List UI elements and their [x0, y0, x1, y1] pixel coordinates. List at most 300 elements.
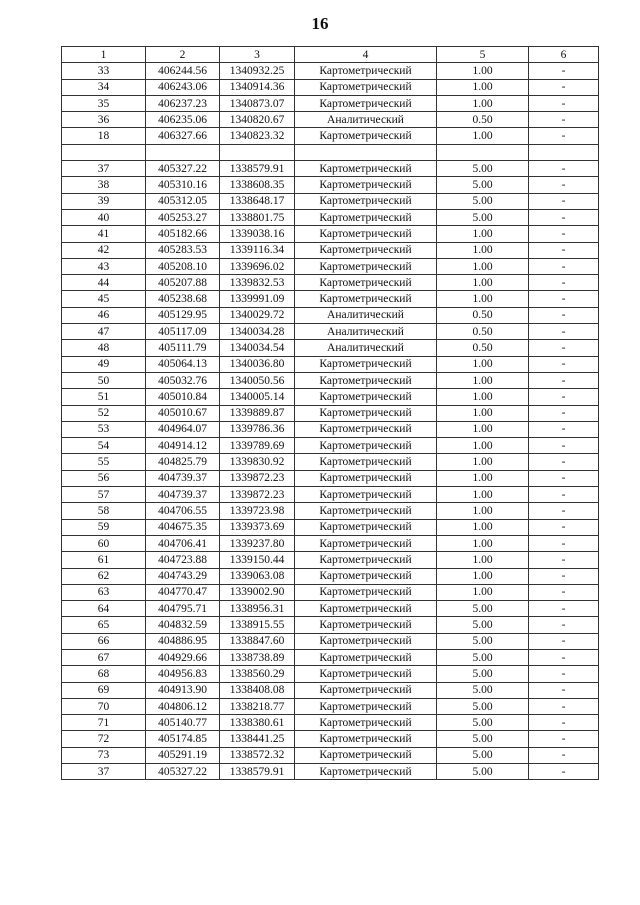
table-row: [62, 503, 599, 519]
cell-description: -: [529, 747, 599, 763]
cell-accuracy: 1.00: [437, 405, 529, 421]
cell-description: -: [529, 552, 599, 568]
cell-description: -: [529, 324, 599, 340]
cell-description: -: [529, 177, 599, 193]
cell-accuracy: 5.00: [437, 209, 529, 225]
table-row: [62, 487, 599, 503]
cell-method: Картометрический: [295, 715, 437, 731]
cell-description: -: [529, 698, 599, 714]
cell-x-coordinate: 404739.37: [146, 487, 220, 503]
cell-description: -: [529, 682, 599, 698]
cell-y-coordinate: 1338915.55: [220, 617, 295, 633]
cell-method: Картометрический: [295, 63, 437, 79]
cell-method: Картометрический: [295, 389, 437, 405]
table-row: [62, 95, 599, 111]
cell-x-coordinate: 405064.13: [146, 356, 220, 372]
table-row: [62, 568, 599, 584]
cell-description: -: [529, 307, 599, 323]
cell-accuracy: 5.00: [437, 617, 529, 633]
table-row: [62, 731, 599, 747]
cell-method: Аналитический: [295, 324, 437, 340]
cell-point-number: 54: [62, 438, 146, 454]
cell-point-number: 50: [62, 372, 146, 388]
cell-description: -: [529, 666, 599, 682]
cell-point-number: 63: [62, 584, 146, 600]
cell-point-number: 34: [62, 79, 146, 95]
cell-method: Картометрический: [295, 372, 437, 388]
cell-x-coordinate: 404964.07: [146, 421, 220, 437]
cell-description: -: [529, 535, 599, 551]
cell-method: Картометрический: [295, 177, 437, 193]
cell-description: -: [529, 503, 599, 519]
cell-x-coordinate: 405111.79: [146, 340, 220, 356]
cell-accuracy: 1.00: [437, 503, 529, 519]
cell-method: Картометрический: [295, 79, 437, 95]
cell-description: -: [529, 242, 599, 258]
cell-x-coordinate: 405327.22: [146, 161, 220, 177]
cell-description: -: [529, 584, 599, 600]
table-row: [62, 193, 599, 209]
table-row: [62, 454, 599, 470]
cell-y-coordinate: 1338380.61: [220, 715, 295, 731]
cell-x-coordinate: 404806.12: [146, 698, 220, 714]
cell-method: Картометрический: [295, 617, 437, 633]
cell-y-coordinate: 1339832.53: [220, 275, 295, 291]
cell-y-coordinate: 1340050.56: [220, 372, 295, 388]
cell-x-coordinate: 404825.79: [146, 454, 220, 470]
cell-description: -: [529, 128, 599, 144]
cell-accuracy: 5.00: [437, 698, 529, 714]
table-row: [62, 79, 599, 95]
table-row: [62, 666, 599, 682]
cell-y-coordinate: 1338218.77: [220, 698, 295, 714]
cell-method: Аналитический: [295, 307, 437, 323]
page-number: 16: [311, 14, 329, 33]
cell-accuracy: 1.00: [437, 535, 529, 551]
table-row: [62, 421, 599, 437]
cell-method: Картометрический: [295, 764, 437, 780]
cell-y-coordinate: 1339063.08: [220, 568, 295, 584]
cell-accuracy: 0.50: [437, 112, 529, 128]
cell-description: -: [529, 715, 599, 731]
cell-x-coordinate: 405140.77: [146, 715, 220, 731]
cell-x-coordinate: 404706.55: [146, 503, 220, 519]
cell-accuracy: 5.00: [437, 747, 529, 763]
cell-point-number: 58: [62, 503, 146, 519]
cell-accuracy: 5.00: [437, 682, 529, 698]
cell-point-number: 60: [62, 535, 146, 551]
cell-accuracy: 1.00: [437, 552, 529, 568]
cell-x-coordinate: 405291.19: [146, 747, 220, 763]
cell-accuracy: 5.00: [437, 715, 529, 731]
cell-x-coordinate: 405129.95: [146, 307, 220, 323]
cell-method: Аналитический: [295, 340, 437, 356]
table-row: [62, 275, 599, 291]
cell-y-coordinate: 1339696.02: [220, 258, 295, 274]
table-row: [62, 552, 599, 568]
cell-method: Картометрический: [295, 747, 437, 763]
cell-description: -: [529, 340, 599, 356]
cell-point-number: 35: [62, 95, 146, 111]
cell-accuracy: 1.00: [437, 438, 529, 454]
cell-method: Картометрический: [295, 666, 437, 682]
cell-method: Картометрический: [295, 454, 437, 470]
cell-method: Картометрический: [295, 682, 437, 698]
cell-accuracy: 1.00: [437, 421, 529, 437]
cell-accuracy: [437, 144, 529, 160]
cell-point-number: 43: [62, 258, 146, 274]
table-row: [62, 764, 599, 780]
cell-accuracy: 1.00: [437, 487, 529, 503]
table-row: [62, 438, 599, 454]
table-row: [62, 633, 599, 649]
cell-description: -: [529, 764, 599, 780]
cell-point-number: 53: [62, 421, 146, 437]
cell-x-coordinate: 405327.22: [146, 764, 220, 780]
cell-method: Аналитический: [295, 112, 437, 128]
cell-accuracy: 5.00: [437, 666, 529, 682]
table-row: [62, 63, 599, 79]
table-row: [62, 177, 599, 193]
cell-x-coordinate: 404675.35: [146, 519, 220, 535]
cell-point-number: 18: [62, 128, 146, 144]
cell-y-coordinate: 1340873.07: [220, 95, 295, 111]
cell-x-coordinate: 404706.41: [146, 535, 220, 551]
cell-method: Картометрический: [295, 649, 437, 665]
cell-x-coordinate: 406235.06: [146, 112, 220, 128]
cell-description: -: [529, 209, 599, 225]
cell-x-coordinate: 404914.12: [146, 438, 220, 454]
table-row: [62, 747, 599, 763]
cell-y-coordinate: 1339150.44: [220, 552, 295, 568]
table-row: [62, 470, 599, 486]
cell-point-number: [62, 144, 146, 160]
cell-x-coordinate: 405310.16: [146, 177, 220, 193]
cell-method: Картометрический: [295, 242, 437, 258]
cell-point-number: 52: [62, 405, 146, 421]
cell-description: -: [529, 731, 599, 747]
cell-method: Картометрический: [295, 405, 437, 421]
cell-y-coordinate: 1340823.32: [220, 128, 295, 144]
table-header-row: [62, 47, 599, 63]
cell-x-coordinate: 404886.95: [146, 633, 220, 649]
cell-method: Картометрический: [295, 552, 437, 568]
table-row: [62, 649, 599, 665]
table-row: [62, 258, 599, 274]
cell-description: -: [529, 79, 599, 95]
cell-point-number: 37: [62, 764, 146, 780]
cell-y-coordinate: 1338579.91: [220, 764, 295, 780]
cell-point-number: 72: [62, 731, 146, 747]
table-row: [62, 128, 599, 144]
cell-point-number: 48: [62, 340, 146, 356]
cell-y-coordinate: 1340820.67: [220, 112, 295, 128]
cell-accuracy: 1.00: [437, 519, 529, 535]
cell-method: Картометрический: [295, 633, 437, 649]
cell-point-number: 55: [62, 454, 146, 470]
cell-point-number: 70: [62, 698, 146, 714]
cell-x-coordinate: 404929.66: [146, 649, 220, 665]
cell-x-coordinate: 405010.67: [146, 405, 220, 421]
table-row: [62, 519, 599, 535]
cell-method: [295, 144, 437, 160]
cell-description: -: [529, 63, 599, 79]
cell-accuracy: 1.00: [437, 226, 529, 242]
cell-point-number: 41: [62, 226, 146, 242]
cell-method: Картометрический: [295, 503, 437, 519]
table-row: [62, 372, 599, 388]
cell-method: Картометрический: [295, 601, 437, 617]
cell-description: -: [529, 601, 599, 617]
cell-y-coordinate: 1340036.80: [220, 356, 295, 372]
cell-point-number: 33: [62, 63, 146, 79]
table-row: [62, 161, 599, 177]
table-body: [62, 63, 599, 780]
cell-x-coordinate: 405117.09: [146, 324, 220, 340]
cell-y-coordinate: 1338801.75: [220, 209, 295, 225]
cell-point-number: 57: [62, 487, 146, 503]
cell-y-coordinate: 1338956.31: [220, 601, 295, 617]
cell-accuracy: 1.00: [437, 128, 529, 144]
cell-accuracy: 0.50: [437, 307, 529, 323]
cell-description: -: [529, 372, 599, 388]
cell-accuracy: 5.00: [437, 649, 529, 665]
cell-accuracy: 1.00: [437, 356, 529, 372]
cell-method: Картометрический: [295, 161, 437, 177]
cell-method: Картометрический: [295, 698, 437, 714]
table-row: [62, 340, 599, 356]
cell-method: Картометрический: [295, 535, 437, 551]
cell-point-number: 73: [62, 747, 146, 763]
cell-accuracy: 0.50: [437, 324, 529, 340]
cell-point-number: 59: [62, 519, 146, 535]
cell-accuracy: 1.00: [437, 372, 529, 388]
cell-y-coordinate: 1339038.16: [220, 226, 295, 242]
cell-description: -: [529, 519, 599, 535]
cell-point-number: 71: [62, 715, 146, 731]
cell-y-coordinate: 1338608.35: [220, 177, 295, 193]
cell-y-coordinate: 1339830.92: [220, 454, 295, 470]
cell-description: -: [529, 389, 599, 405]
cell-method: Картометрический: [295, 487, 437, 503]
cell-x-coordinate: 405208.10: [146, 258, 220, 274]
cell-y-coordinate: 1339002.90: [220, 584, 295, 600]
cell-accuracy: 1.00: [437, 79, 529, 95]
cell-point-number: 40: [62, 209, 146, 225]
cell-description: -: [529, 649, 599, 665]
cell-method: Картометрический: [295, 291, 437, 307]
cell-accuracy: 1.00: [437, 568, 529, 584]
cell-description: -: [529, 95, 599, 111]
cell-x-coordinate: 405283.53: [146, 242, 220, 258]
table-row: [62, 307, 599, 323]
cell-description: -: [529, 161, 599, 177]
cell-description: [529, 144, 599, 160]
cell-y-coordinate: 1338560.29: [220, 666, 295, 682]
cell-y-coordinate: 1339789.69: [220, 438, 295, 454]
cell-y-coordinate: 1339373.69: [220, 519, 295, 535]
cell-method: Картометрический: [295, 356, 437, 372]
cell-accuracy: 5.00: [437, 161, 529, 177]
column-header-accuracy: 5: [437, 47, 529, 63]
cell-point-number: 37: [62, 161, 146, 177]
cell-y-coordinate: 1339723.98: [220, 503, 295, 519]
table-row: [62, 715, 599, 731]
table-row: [62, 682, 599, 698]
cell-description: -: [529, 633, 599, 649]
cell-method: Картометрический: [295, 226, 437, 242]
cell-point-number: 44: [62, 275, 146, 291]
cell-x-coordinate: 405010.84: [146, 389, 220, 405]
cell-accuracy: 1.00: [437, 95, 529, 111]
cell-method: Картометрический: [295, 568, 437, 584]
cell-point-number: 67: [62, 649, 146, 665]
cell-description: -: [529, 193, 599, 209]
cell-accuracy: 1.00: [437, 63, 529, 79]
cell-accuracy: 5.00: [437, 633, 529, 649]
cell-point-number: 45: [62, 291, 146, 307]
cell-description: -: [529, 356, 599, 372]
cell-x-coordinate: 405182.66: [146, 226, 220, 242]
cell-y-coordinate: 1340029.72: [220, 307, 295, 323]
table-row: [62, 405, 599, 421]
cell-x-coordinate: 405207.88: [146, 275, 220, 291]
table-row: [62, 617, 599, 633]
cell-point-number: 65: [62, 617, 146, 633]
table-row: [62, 209, 599, 225]
cell-y-coordinate: 1339991.09: [220, 291, 295, 307]
cell-description: -: [529, 112, 599, 128]
cell-method: Картометрический: [295, 470, 437, 486]
cell-y-coordinate: 1339889.87: [220, 405, 295, 421]
cell-point-number: 38: [62, 177, 146, 193]
cell-y-coordinate: 1339872.23: [220, 470, 295, 486]
cell-x-coordinate: 404723.88: [146, 552, 220, 568]
cell-x-coordinate: 406327.66: [146, 128, 220, 144]
cell-y-coordinate: 1338408.08: [220, 682, 295, 698]
cell-x-coordinate: 404743.29: [146, 568, 220, 584]
cell-x-coordinate: 405174.85: [146, 731, 220, 747]
table-row: [62, 535, 599, 551]
cell-x-coordinate: 404913.90: [146, 682, 220, 698]
cell-method: Картометрический: [295, 193, 437, 209]
cell-accuracy: 1.00: [437, 584, 529, 600]
cell-point-number: 42: [62, 242, 146, 258]
column-header-y: 3: [220, 47, 295, 63]
cell-point-number: 62: [62, 568, 146, 584]
cell-y-coordinate: 1338579.91: [220, 161, 295, 177]
table-row: [62, 356, 599, 372]
column-header-method: 4: [295, 47, 437, 63]
cell-x-coordinate: 405238.68: [146, 291, 220, 307]
cell-point-number: 39: [62, 193, 146, 209]
cell-y-coordinate: 1338648.17: [220, 193, 295, 209]
table-row: [62, 698, 599, 714]
table-row: [62, 242, 599, 258]
cell-description: -: [529, 454, 599, 470]
cell-accuracy: 1.00: [437, 242, 529, 258]
cell-point-number: 66: [62, 633, 146, 649]
cell-description: -: [529, 470, 599, 486]
table-row: [62, 324, 599, 340]
table-row: [62, 226, 599, 242]
cell-point-number: 49: [62, 356, 146, 372]
cell-x-coordinate: 404795.71: [146, 601, 220, 617]
cell-accuracy: 5.00: [437, 764, 529, 780]
cell-point-number: 47: [62, 324, 146, 340]
cell-description: -: [529, 421, 599, 437]
cell-x-coordinate: [146, 144, 220, 160]
cell-x-coordinate: 404739.37: [146, 470, 220, 486]
cell-y-coordinate: 1338572.32: [220, 747, 295, 763]
cell-point-number: 68: [62, 666, 146, 682]
cell-x-coordinate: 406237.23: [146, 95, 220, 111]
cell-accuracy: 5.00: [437, 193, 529, 209]
table-row: [62, 584, 599, 600]
cell-y-coordinate: 1340034.28: [220, 324, 295, 340]
cell-point-number: 46: [62, 307, 146, 323]
cell-method: Картометрический: [295, 128, 437, 144]
cell-accuracy: 5.00: [437, 731, 529, 747]
cell-y-coordinate: 1339786.36: [220, 421, 295, 437]
cell-accuracy: 1.00: [437, 454, 529, 470]
cell-accuracy: 0.50: [437, 340, 529, 356]
table-row: [62, 112, 599, 128]
cell-description: -: [529, 405, 599, 421]
column-header-description: 6: [529, 47, 599, 63]
cell-method: Картометрический: [295, 95, 437, 111]
cell-description: -: [529, 568, 599, 584]
cell-point-number: 51: [62, 389, 146, 405]
cell-accuracy: 1.00: [437, 291, 529, 307]
cell-accuracy: 1.00: [437, 389, 529, 405]
cell-x-coordinate: 406244.56: [146, 63, 220, 79]
cell-method: Картометрический: [295, 584, 437, 600]
coordinates-table: [61, 46, 599, 780]
cell-method: Картометрический: [295, 275, 437, 291]
table-row: [62, 144, 599, 160]
cell-point-number: 36: [62, 112, 146, 128]
cell-x-coordinate: 405253.27: [146, 209, 220, 225]
cell-method: Картометрический: [295, 258, 437, 274]
cell-y-coordinate: 1338847.60: [220, 633, 295, 649]
cell-x-coordinate: 405312.05: [146, 193, 220, 209]
cell-method: Картометрический: [295, 438, 437, 454]
cell-y-coordinate: [220, 144, 295, 160]
cell-description: -: [529, 617, 599, 633]
cell-description: -: [529, 291, 599, 307]
cell-description: -: [529, 438, 599, 454]
cell-method: Картометрический: [295, 421, 437, 437]
cell-x-coordinate: 406243.06: [146, 79, 220, 95]
cell-point-number: 56: [62, 470, 146, 486]
cell-y-coordinate: 1340005.14: [220, 389, 295, 405]
cell-x-coordinate: 405032.76: [146, 372, 220, 388]
cell-point-number: 69: [62, 682, 146, 698]
cell-method: Картометрический: [295, 519, 437, 535]
cell-accuracy: 5.00: [437, 177, 529, 193]
cell-point-number: 61: [62, 552, 146, 568]
cell-y-coordinate: 1338738.89: [220, 649, 295, 665]
cell-y-coordinate: 1340034.54: [220, 340, 295, 356]
cell-x-coordinate: 404832.59: [146, 617, 220, 633]
cell-y-coordinate: 1339116.34: [220, 242, 295, 258]
cell-description: -: [529, 275, 599, 291]
cell-y-coordinate: 1339872.23: [220, 487, 295, 503]
table-row: [62, 291, 599, 307]
cell-accuracy: 1.00: [437, 275, 529, 291]
cell-description: -: [529, 226, 599, 242]
